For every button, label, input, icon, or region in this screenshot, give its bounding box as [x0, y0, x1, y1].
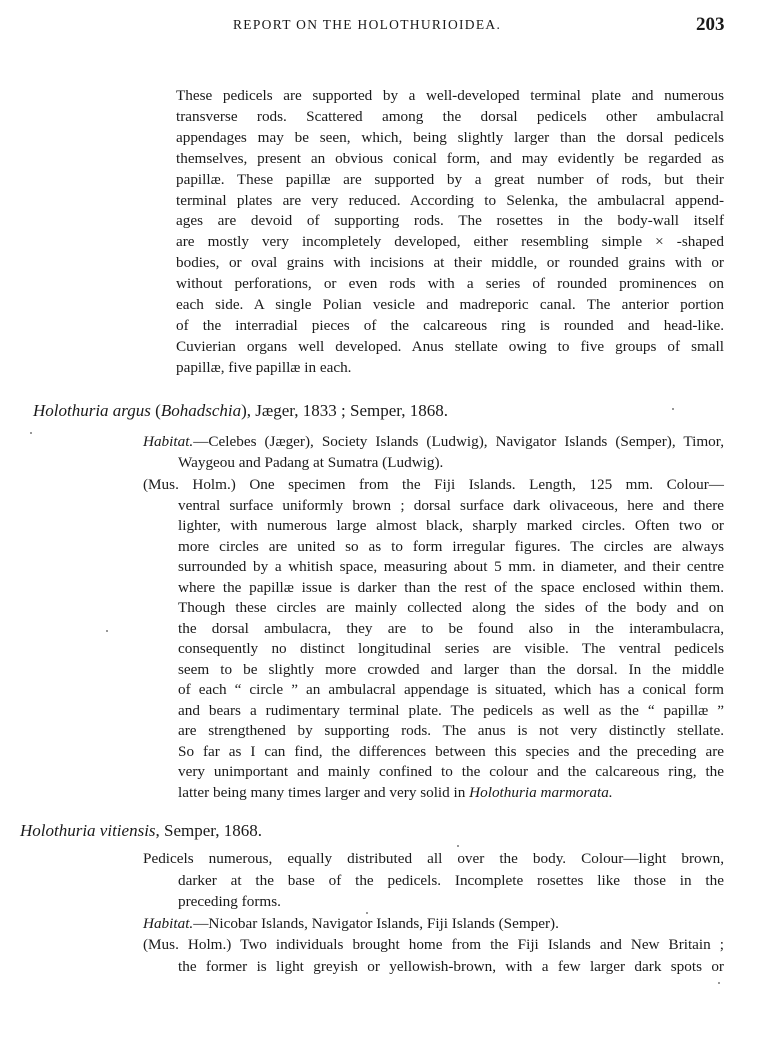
text-line — [176, 316, 724, 336]
text-run: of each “ circle ” an ambulacral appendage is situated, which has a conical form — [178, 681, 724, 698]
text-run: themselves, present an obvious conical form, and may evidently be regarded as — [176, 149, 724, 167]
italic-text-run: Holothuria argus — [33, 401, 151, 420]
text-line — [178, 660, 724, 680]
text-run: of the interradial pieces of the calcareous ring is rounded and head-like. — [176, 316, 724, 334]
text-run: These pedicels are supported by a well-developed terminal plate and numerous — [176, 87, 724, 104]
text-run: are strengthened by supporting rods. The anus is not very distinctly stellate. — [178, 722, 724, 739]
text-line — [178, 701, 724, 721]
text-line — [143, 914, 724, 934]
text-run: ages are devoid of supporting rods. The rosettes in the body-wall itself — [176, 212, 724, 230]
text-run: the former is light greyish or yellowish-brown, with a few larger dark spots or — [178, 957, 724, 975]
text-line — [176, 274, 724, 294]
text-run: the dorsal ambulacra, they are to be found also in the interambulacra, — [178, 619, 724, 637]
scan-speck — [30, 432, 32, 434]
scan-speck — [366, 912, 368, 914]
text-run: papillæ, five papillæ in each. — [176, 358, 352, 376]
text-run: appendages may be seen, which, being slightly larger than the dorsal pedicels — [176, 128, 724, 146]
text-line — [178, 783, 724, 803]
text-line — [178, 742, 724, 762]
text-run: consequently no distinct longitudinal series are visible. The ventral pedicels — [178, 640, 724, 657]
text-run: darker at the base of the pedicels. Incomplete rosettes like those in the — [178, 871, 724, 889]
page-number: 203 — [696, 14, 725, 35]
text-line — [178, 871, 724, 891]
running-header-title: REPORT ON THE HOLOTHURIOIDEA. — [233, 17, 502, 32]
text-line — [176, 128, 724, 148]
text-run: Cuvierian organs well developed. Anus stellate owing to five groups of small — [176, 337, 724, 355]
text-line — [143, 935, 724, 955]
text-line — [176, 107, 724, 127]
text-line — [143, 475, 724, 495]
text-line — [176, 337, 724, 357]
text-line — [178, 892, 724, 912]
text-line — [178, 453, 724, 473]
text-line — [178, 516, 724, 536]
text-run: each side. A single Polian vesicle and madreporic canal. The anterior portion — [176, 296, 724, 313]
text-run: surrounded by a whitish space, measuring about 5 mm. in diameter, and their centre — [178, 558, 724, 575]
text-run: are mostly very incompletely developed, either resembling simple × -shaped — [176, 233, 724, 251]
text-line — [178, 619, 724, 639]
text-line — [143, 849, 724, 869]
text-run: papillæ. These papillæ are supported by a great number of rods, but their — [176, 170, 724, 188]
species-heading — [33, 400, 448, 422]
text-run: Pedicels numerous, equally distributed all over the body. Colour—light brown, — [143, 850, 724, 867]
text-run: seem to be slightly more crowded and larger than the dorsal. In the middle — [178, 660, 724, 678]
text-run: more circles are united so as to form irregular figures. The circles are always — [178, 537, 724, 555]
text-run: transverse rods. Scattered among the dorsal pedicels other ambulacral — [176, 107, 724, 125]
text-run: —Celebes (Jæger), Society Islands (Ludwig), Navigator Islands (Semper), Timor, — [193, 433, 724, 450]
text-run: —Nicobar Islands, Navigator Islands, Fiji Islands (Semper). — [193, 915, 559, 932]
text-line — [178, 762, 724, 782]
scan-speck — [672, 408, 674, 410]
italic-text-run: Holothuria marmorata. — [469, 783, 613, 801]
text-line — [176, 295, 724, 315]
scan-speck — [457, 845, 459, 847]
italic-text-run: Bohadschia — [160, 401, 242, 420]
text-line — [176, 232, 724, 252]
scan-speck — [718, 982, 720, 984]
text-run: very unimportant and mainly confined to the colour and the calcareous ring, the — [178, 763, 724, 780]
species-heading — [20, 820, 262, 842]
text-line — [178, 496, 724, 516]
text-run: ( — [150, 401, 161, 420]
text-line — [178, 639, 724, 659]
text-run: Waygeou and Padang at Sumatra (Ludwig). — [178, 454, 444, 471]
text-line — [176, 86, 724, 106]
text-run: bodies, or oval grains with incisions at their middle, or rounded grains with or — [176, 254, 724, 272]
text-run: preceding forms. — [178, 893, 281, 910]
text-run: (Mus. Holm.) One specimen from the Fiji Islands. Length, 125 mm. Colour— — [143, 476, 724, 493]
text-run: lighter, with numerous large almost black, sharply marked circles. Often two or — [178, 517, 724, 534]
italic-text-run: Habitat. — [143, 915, 194, 932]
text-run: and bears a rudimentary terminal plate. The pedicels as well as the “ papillæ ” — [178, 701, 724, 719]
text-line — [178, 721, 724, 741]
italic-text-run: Holothuria vitiensis — [20, 821, 156, 840]
text-run: Though these circles are mainly collected along the sides of the body and on — [178, 599, 724, 616]
text-line — [178, 957, 724, 977]
text-run: ), Jæger, 1833 ; Semper, 1868. — [241, 401, 448, 420]
text-run: without perforations, or even rods with a series of rounded prominences on — [176, 275, 724, 293]
scan-speck — [106, 630, 108, 632]
text-run: (Mus. Holm.) Two individuals brought home from the Fiji Islands and New Britain ; — [143, 936, 724, 953]
text-run: latter being many times larger and very solid in — [178, 783, 470, 801]
text-line — [176, 211, 724, 231]
text-run: terminal plates are very reduced. According to Selenka, the ambulacral append- — [176, 191, 724, 209]
text-line — [178, 680, 724, 700]
text-line — [178, 537, 724, 557]
text-line — [176, 253, 724, 273]
text-line — [176, 149, 724, 169]
text-line — [176, 358, 724, 378]
text-run: ventral surface uniformly brown ; dorsal surface dark olivaceous, here and there — [178, 496, 724, 514]
text-run: So far as I can find, the differences between this species and the preceding are — [178, 742, 724, 760]
text-run: , Semper, 1868. — [155, 821, 263, 840]
text-line — [178, 557, 724, 577]
text-line — [176, 170, 724, 190]
text-line — [178, 578, 724, 598]
text-line — [178, 598, 724, 618]
text-run: where the papillæ issue is darker than the rest of the space enclosed within them. — [178, 578, 724, 596]
text-line — [176, 191, 724, 211]
text-line — [143, 432, 724, 452]
italic-text-run: Habitat. — [143, 433, 194, 450]
